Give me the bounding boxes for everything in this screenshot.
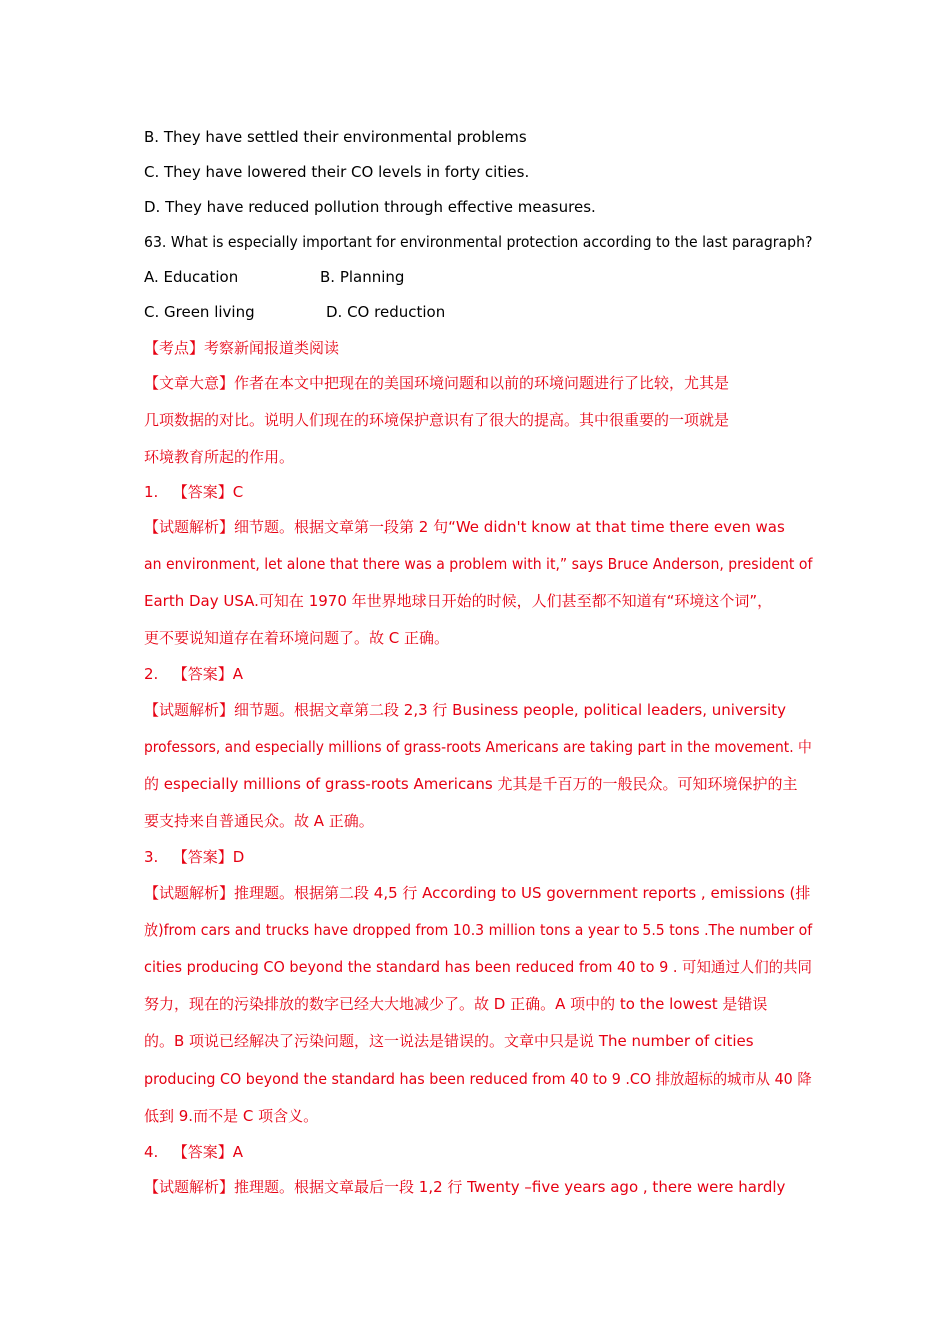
answer-label: 【答案】A [172,1143,244,1161]
answer-line-3 [144,847,244,867]
explanation-line: 努力，现在的污染排放的数字已经大大地减少了。故 D 正确。A 项中的 to the lowest 是错误 [144,995,768,1013]
kaodian-line: 【考点】考察新闻报道类阅读 [144,339,340,357]
answer-number: 3. [144,848,159,866]
summary-line: 环境教育所起的作用。 [144,448,295,466]
explanation-line: 【试题解析】细节题。根据文章第一段第 2 句“We didn't know at that time there even was [144,518,785,536]
q63-options-row-1 [144,267,544,287]
q62-option-d: D. They have reduced pollution through effective measures. [144,198,596,216]
explanation-line: 的 especially millions of grass-roots Americans 尤其是千百万的一般民众。可知环境保护的主 [144,775,798,793]
q63-option-d: D. CO reduction [326,303,446,321]
explanation-line: Earth Day USA.可知在 1970 年世界地球日开始的时候，人们甚至都不知道有“环境这个词”， [144,592,773,610]
explanation-line: professors, and especially millions of grass-roots Americans are taking part in the movement. 中 [144,738,812,756]
q63-option-a: A. Education [144,268,239,286]
q63-option-b: B. Planning [320,268,405,286]
explanation-line: cities producing CO beyond the standard has been reduced from 40 to 9 . 可知通过人们的共同 [144,958,812,976]
q63-stem: 63. What is especially important for environmental protection according to the last paragraph? [144,233,813,251]
explanation-line: 要支持来自普通民众。故 A 正确。 [144,812,374,830]
summary-line: 【文章大意】作者在本文中把现在的美国环境问题和以前的环境问题进行了比较，尤其是 [144,374,730,392]
summary-line: 几项数据的对比。说明人们现在的环境保护意识有了很大的提高。其中很重要的一项就是 [144,411,730,429]
q62-option-c: C. They have lowered their CO levels in forty cities. [144,163,530,181]
explanation-line: producing CO beyond the standard has been reduced from 40 to 9 .CO 排放超标的城市从 40 降 [144,1070,812,1088]
explanation-line: 【试题解析】推理题。根据第二段 4,5 行 According to US government reports , emissions (排 [144,884,811,902]
answer-label: 【答案】D [172,848,245,866]
answer-line-1 [144,482,243,502]
answer-number: 4. [144,1143,159,1161]
answer-number: 1. [144,483,159,501]
answer-line-4 [144,1142,243,1162]
explanation-line: 【试题解析】推理题。根据文章最后一段 1,2 行 Twenty –five years ago , there were hardly [144,1178,786,1196]
q63-option-c: C. Green living [144,303,255,321]
answer-label: 【答案】A [172,665,244,683]
answer-number: 2. [144,665,159,683]
q63-options-row-2 [144,302,544,322]
explanation-line: 的。B 项说已经解决了污染问题，这一说法是错误的。文章中只是说 The number of cities [144,1032,754,1050]
explanation-line: 低到 9.而不是 C 项含义。 [144,1107,319,1125]
answer-label: 【答案】C [172,483,244,501]
explanation-line: 更不要说知道存在着环境问题了。故 C 正确。 [144,629,450,647]
explanation-line: an environment, let alone that there was a problem with it,” says Bruce Anderson, president of [144,555,813,573]
answer-line-2 [144,664,243,684]
explanation-line: 【试题解析】细节题。根据文章第二段 2,3 行 Business people, political leaders, university [144,701,786,719]
explanation-line: 放)from cars and trucks have dropped from 10.3 million tons a year to 5.5 tons .The number of [144,921,813,939]
q62-option-b: B. They have settled their environmental problems [144,128,527,146]
